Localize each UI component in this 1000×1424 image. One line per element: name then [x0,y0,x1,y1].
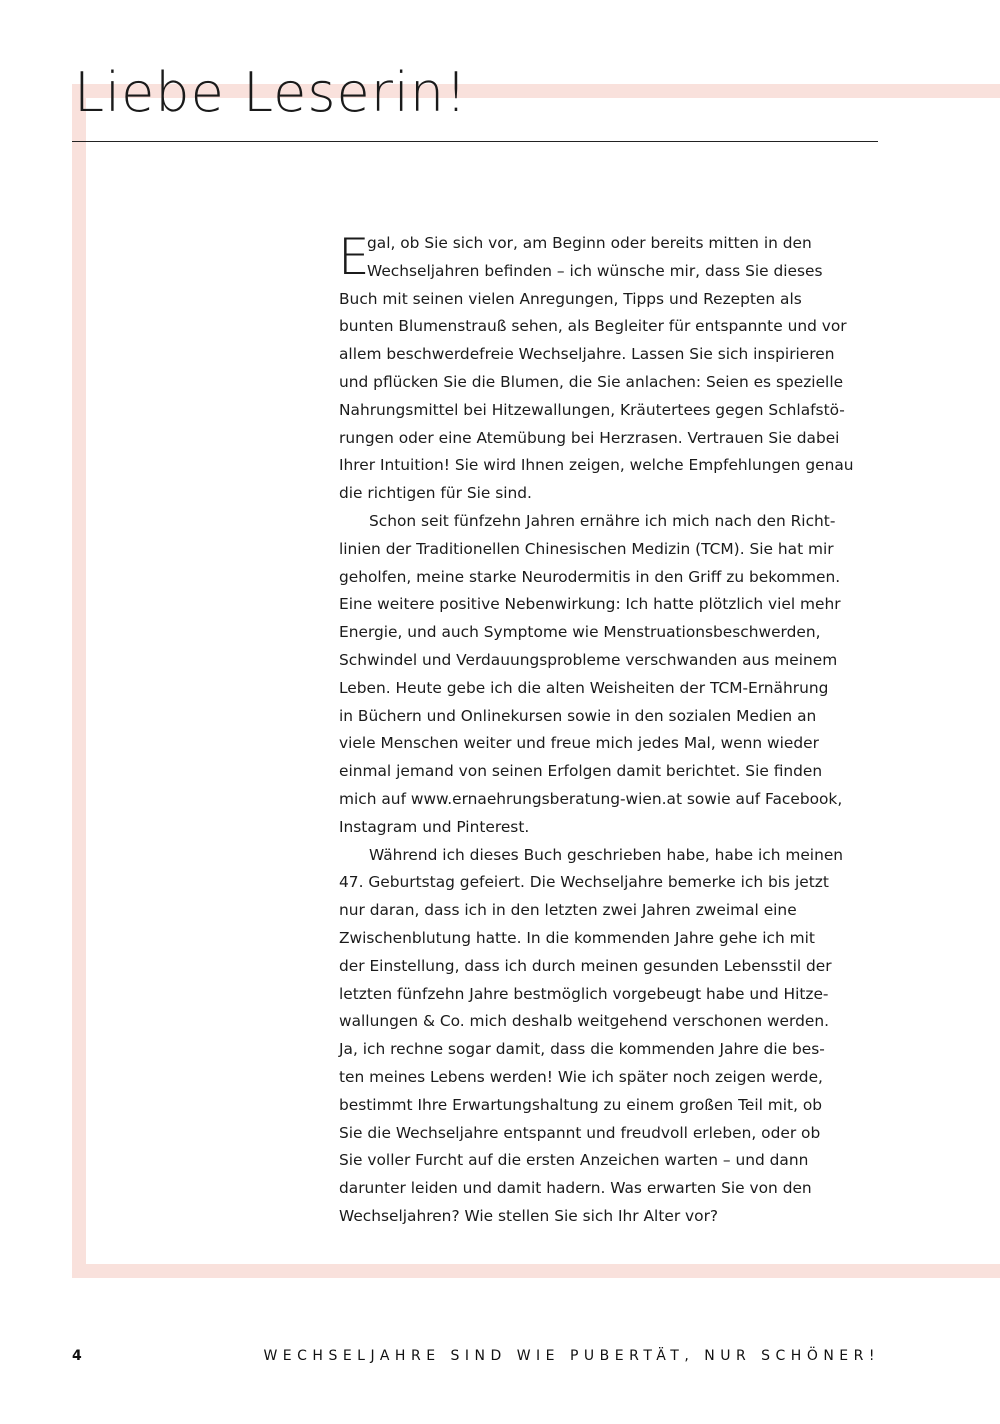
decorative-frame-left [72,84,86,1278]
text-line: die richtigen für Sie sind. [339,484,532,503]
text-line: Sie die Wechseljahre entspannt und freudvoll erleben, oder ob [339,1123,821,1142]
text-line: bunten Blumenstrauß sehen, als Begleiter für entspannte und vor [339,317,847,336]
paragraph-1 [339,230,880,508]
text-line: geholfen, meine starke Neurodermitis in den Griff zu bekommen. [339,567,841,586]
text-line: Zwischenblutung hatte. In die kommenden Jahre gehe ich mit [339,928,815,947]
text-line: Nahrungsmittel bei Hitzewallungen, Kräutertees gegen Schlafstö- [339,400,845,419]
text-line: Schwindel und Verdauungsprobleme verschwanden aus meinem [339,650,838,669]
paragraph-2 [339,508,880,842]
text-line: Buch mit seinen vielen Anregungen, Tipps und Rezepten als [339,289,802,308]
text-line: Wechseljahren? Wie stellen Sie sich Ihr Alter vor? [339,1206,719,1225]
text-line: rungen oder eine Atemübung bei Herzrasen. Vertrauen Sie dabei [339,428,840,447]
title-divider [72,141,878,142]
text-line: linien der Traditionellen Chinesischen Medizin (TCM). Sie hat mir [339,539,834,558]
text-line: darunter leiden und damit hadern. Was erwarten Sie von den [339,1179,812,1198]
text-line: Instagram und Pinterest. [339,817,530,836]
decorative-frame-bottom [72,1264,1000,1278]
text-line: Eine weitere positive Nebenwirkung: Ich hatte plötzlich viel mehr [339,595,841,614]
paragraph-3 [339,842,880,1231]
text-line: Schon seit fünfzehn Jahren ernähre ich mich nach den Richt- [369,511,836,530]
text-line: viele Menschen weiter und freue mich jedes Mal, wenn wieder [339,734,819,753]
text-line: nur daran, dass ich in den letzten zwei Jahren zweimal eine [339,901,797,920]
body-text [339,230,880,1231]
text-line: Ihrer Intuition! Sie wird Ihnen zeigen, welche Empfehlungen genau [339,456,854,475]
text-line: letzten fünfzehn Jahre bestmöglich vorgebeugt habe und Hitze- [339,984,829,1003]
text-line: mich auf www.ernaehrungsberatung-wien.at sowie auf Facebook, [339,789,843,808]
page-number: 4 [72,1348,82,1364]
text-line: wallungen & Co. mich deshalb weitgehend verschonen werden. [339,1012,829,1031]
text-line: 47. Geburtstag gefeiert. Die Wechseljahre bemerke ich bis jetzt [339,873,829,892]
text-line: Energie, und auch Symptome wie Menstruationsbeschwerden, [339,623,821,642]
text-line: allem beschwerdefreie Wechseljahre. Lassen Sie sich inspirieren [339,345,835,364]
text-line: Ja, ich rechne sogar damit, dass die kommenden Jahre die bes- [339,1040,825,1059]
text-line: bestimmt Ihre Erwartungshaltung zu einem großen Teil mit, ob [339,1095,823,1114]
text-line: in Büchern und Onlinekursen sowie in den sozialen Medien an [339,706,817,725]
text-line: der Einstellung, dass ich durch meinen gesunden Lebensstil der [339,956,832,975]
text-line: Leben. Heute gebe ich die alten Weisheiten der TCM-Ernährung [339,678,829,697]
text-line: Sie voller Furcht auf die ersten Anzeichen warten – und dann [339,1151,809,1170]
text-line: gal, ob Sie sich vor, am Beginn oder bereits mitten in den [367,234,812,252]
text-line: ten meines Lebens werden! Wie ich später noch zeigen werde, [339,1067,823,1086]
page-title: Liebe Leserin! [74,61,468,124]
text-line: und pflücken Sie die Blumen, die Sie anlachen: Seien es spezielle [339,372,844,391]
text-line: Während ich dieses Buch geschrieben habe, habe ich meinen [369,845,844,864]
text-line: Wechseljahren befinden – ich wünsche mir, dass Sie dieses [367,261,823,280]
running-title: WECHSELJAHRE SIND WIE PUBERTÄT, NUR SCHÖNER! [263,1348,880,1364]
text-line: einmal jemand von seinen Erfolgen damit berichtet. Sie finden [339,762,823,781]
drop-cap: E [338,228,370,286]
